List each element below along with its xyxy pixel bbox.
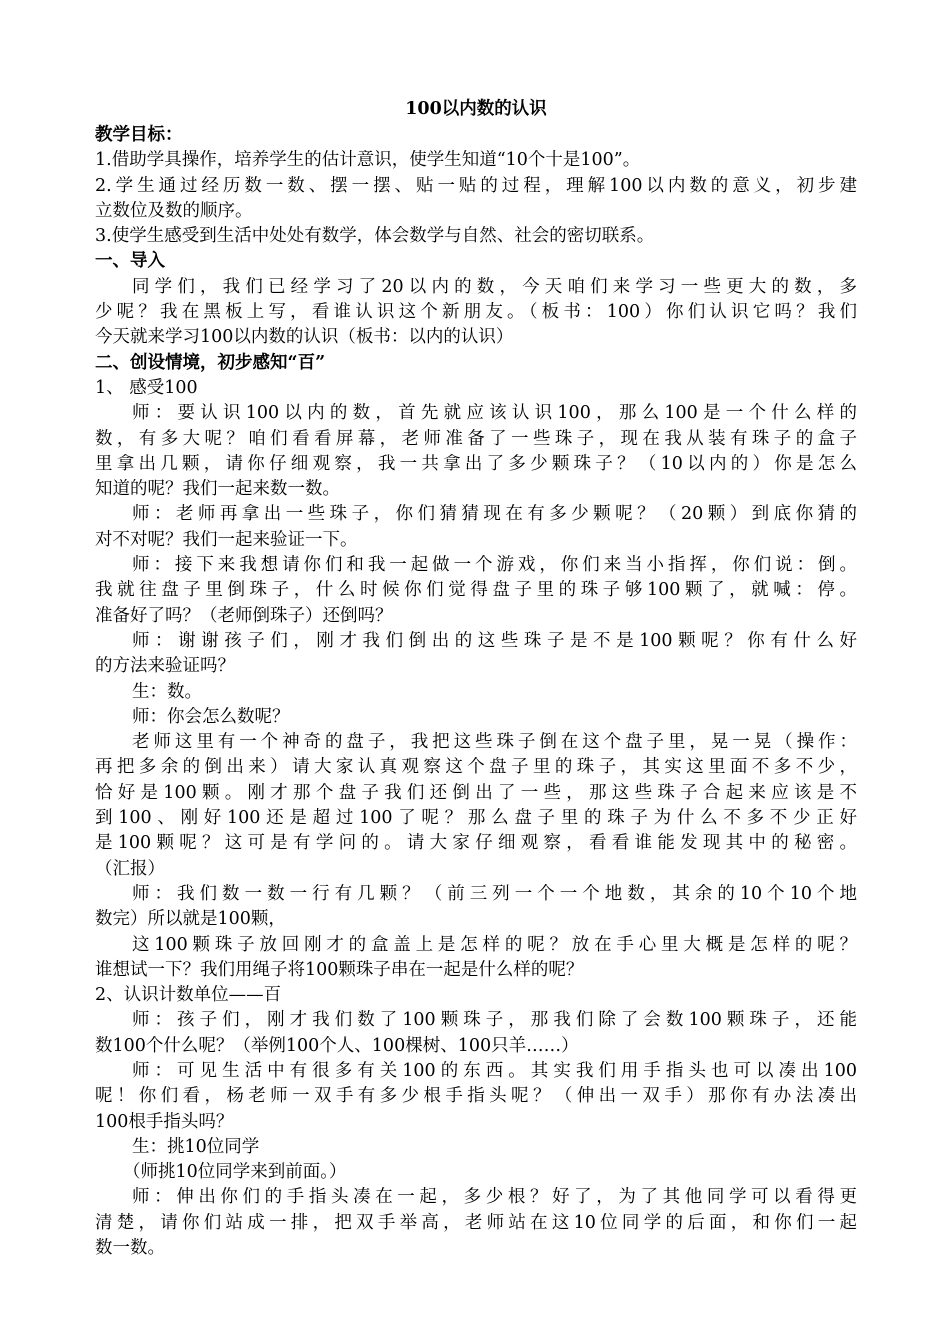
text-line: 再把多余的倒出来）请大家认真观察这个盘子里的珠子，其实这里面不多不少， xyxy=(95,757,857,778)
text-line: 师：我们数一数一行有几颗？（前三列一个一个地数，其余的10个10个地 xyxy=(132,883,857,904)
text-line: 师：要认识100以内的数，首先就应该认识100，那么100是一个什么样的 xyxy=(132,403,857,424)
text-line: 师：接下来我想请你们和我一起做一个游戏，你们来当小指挥，你们说：倒。 xyxy=(132,555,857,576)
text-line: 知道的呢？我们一起来数一数。 xyxy=(95,479,340,500)
text-line: 2、认识计数单位——百 xyxy=(95,985,282,1006)
text-line: 生：数。 xyxy=(132,681,202,702)
text-line: 准备好了吗？（老师倒珠子）还倒吗？ xyxy=(95,605,393,626)
document-title: 100以内数的认识 xyxy=(405,99,547,119)
text-line: 生：挑10位同学 xyxy=(132,1136,260,1157)
text-line: （汇报） xyxy=(95,858,165,879)
text-line: 里拿出几颗，请你仔细观察，我一共拿出了多少颗珠子？（10以内的）你是怎么 xyxy=(95,453,857,474)
text-line: 恰好是100颗。刚才那个盘子我们还倒出了一些，那这些珠子合起来应该是不 xyxy=(95,782,857,803)
text-line: 少呢？我在黑板上写，看谁认识这个新朋友。（板书：100）你们认识它吗？我们 xyxy=(95,302,857,323)
text-line: 师：老师再拿出一些珠子，你们猜猜现在有多少颗呢？（20颗）到底你猜的 xyxy=(132,504,857,525)
text-line: 数，有多大呢？咱们看看屏幕，老师准备了一些珠子，现在我从装有珠子的盒子 xyxy=(95,428,857,449)
text-line: 谁想试一下？我们用绳子将100颗珠子串在一起是什么样的呢？ xyxy=(95,959,584,980)
text-line: 100根手指头吗？ xyxy=(95,1111,234,1132)
text-line: 老师这里有一个神奇的盘子，我把这些珠子倒在这个盘子里，晃一晃（操作： xyxy=(132,732,857,753)
text-line: （师挑10位同学来到前面。） xyxy=(123,1162,347,1183)
text-line: 我就往盘子里倒珠子，什么时候你们觉得盘子里的珠子够100颗了，就喊：停。 xyxy=(95,580,857,601)
section-heading: 教学目标： xyxy=(95,125,183,145)
document-page xyxy=(95,97,857,1261)
document-body xyxy=(95,123,857,1261)
text-line: 数一数。 xyxy=(95,1238,165,1259)
text-line: 这100颗珠子放回刚才的盒盖上是怎样的呢？放在手心里大概是怎样的呢？ xyxy=(132,934,857,955)
text-line: 师：你会怎么数呢？ xyxy=(132,706,290,727)
text-line: 3.使学生感受到生活中处处有数学，体会数学与自然、社会的密切联系。 xyxy=(95,226,655,247)
text-line: 今天就来学习100以内数的认识（板书：以内的认识） xyxy=(95,327,514,348)
text-line: 到100、刚好100还是超过100了呢？那么盘子里的珠子为什么不多不少正好 xyxy=(95,808,857,829)
text-line: 对不对呢？我们一起来验证一下。 xyxy=(95,529,358,550)
text-line: 清楚，请你们站成一排，把双手举高，老师站在这10位同学的后面，和你们一起 xyxy=(95,1212,857,1233)
text-line: 1.借助学具操作，培养学生的估计意识，使学生知道“10个十是100”。 xyxy=(95,150,641,171)
text-line: 师：可见生活中有很多有关100的东西。其实我们用手指头也可以凑出100 xyxy=(132,1060,857,1081)
text-line: 的方法来验证吗？ xyxy=(95,656,235,677)
text-line: 师：孩子们，刚才我们数了100颗珠子，那我们除了会数100颗珠子，还能 xyxy=(132,1010,857,1031)
section-heading: 一、导入 xyxy=(95,251,165,272)
text-line: 师：谢谢孩子们，刚才我们倒出的这些珠子是不是100颗呢？你有什么好 xyxy=(132,630,857,651)
text-line: 是100颗呢？这可是有学问的。请大家仔细观察，看看谁能发现其中的秘密。 xyxy=(95,833,857,854)
section-heading: 二、创设情境，初步感知“百” xyxy=(95,352,326,373)
text-line: 2.学生通过经历数一数、摆一摆、贴一贴的过程，理解100以内数的意义，初步建 xyxy=(95,175,857,196)
text-line: 呢！你们看，杨老师一双手有多少根手指头呢？（伸出一双手）那你有办法凑出 xyxy=(95,1086,857,1107)
text-line: 数100个什么呢？（举例100个人、100棵树、100只羊……） xyxy=(95,1035,579,1056)
text-line: 1、 感受100 xyxy=(95,377,198,398)
text-line: 立数位及数的顺序。 xyxy=(95,200,253,221)
text-line: 师：伸出你们的手指头凑在一起，多少根？好了，为了其他同学可以看得更 xyxy=(132,1187,857,1208)
text-line: 同学们，我们已经学习了20以内的数，今天咱们来学习一些更大的数，多 xyxy=(132,276,857,297)
text-line: 数完）所以就是100颗， xyxy=(95,909,286,930)
